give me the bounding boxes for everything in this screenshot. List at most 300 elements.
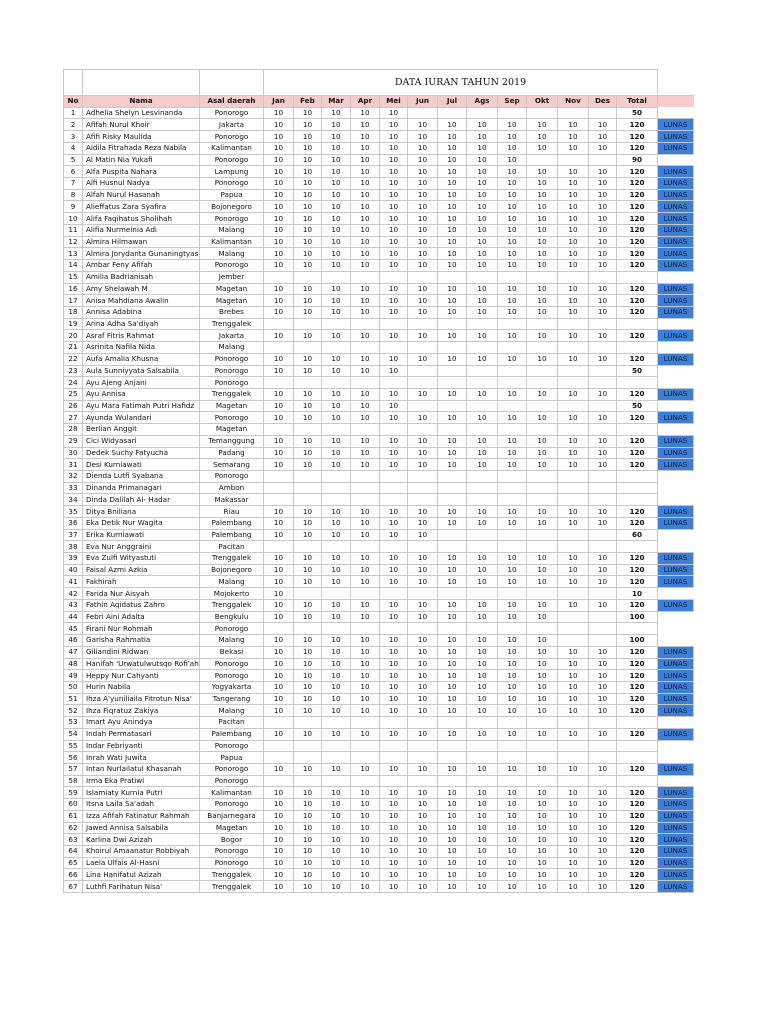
cell-mar[interactable]: 10 — [322, 635, 351, 647]
cell-nama[interactable]: Annisa Adabina — [83, 306, 200, 318]
cell-apr[interactable] — [351, 482, 380, 494]
cell-no[interactable]: 42 — [64, 588, 83, 600]
cell-nov[interactable]: 10 — [558, 236, 589, 248]
cell-jan[interactable]: 10 — [264, 131, 294, 143]
cell-ags[interactable] — [467, 365, 498, 377]
cell-total[interactable]: 120 — [617, 119, 658, 131]
cell-no[interactable]: 10 — [64, 213, 83, 225]
cell-status[interactable]: LUNAS — [658, 599, 694, 611]
cell-nov[interactable]: 10 — [558, 576, 589, 588]
cell-status[interactable]: LUNAS — [658, 131, 694, 143]
cell-jul[interactable]: 10 — [438, 658, 467, 670]
cell-asal-daerah[interactable]: Malang — [200, 224, 264, 236]
cell-okt[interactable]: 10 — [527, 506, 558, 518]
cell-jul[interactable]: 10 — [438, 728, 467, 740]
cell-asal-daerah[interactable]: Bengkulu — [200, 611, 264, 623]
cell-ags[interactable]: 10 — [467, 846, 498, 858]
cell-des[interactable]: 10 — [589, 178, 617, 190]
cell-jan[interactable]: 10 — [264, 881, 294, 893]
cell-jul[interactable]: 10 — [438, 260, 467, 272]
cell-nama[interactable]: Aidila Fitrahada Reza Nabila — [83, 142, 200, 154]
cell-feb[interactable]: 10 — [294, 517, 322, 529]
cell-no[interactable]: 17 — [64, 295, 83, 307]
cell-jul[interactable]: 10 — [438, 506, 467, 518]
cell-apr[interactable] — [351, 471, 380, 483]
cell-apr[interactable] — [351, 271, 380, 283]
cell-nov[interactable]: 10 — [558, 248, 589, 260]
cell-jun[interactable]: 10 — [408, 564, 438, 576]
cell-mar[interactable] — [322, 740, 351, 752]
cell-jun[interactable]: 10 — [408, 881, 438, 893]
cell-sep[interactable]: 10 — [498, 635, 527, 647]
cell-ags[interactable] — [467, 752, 498, 764]
cell-jan[interactable]: 10 — [264, 201, 294, 213]
cell-jul[interactable] — [438, 318, 467, 330]
cell-no[interactable]: 63 — [64, 834, 83, 846]
cell-no[interactable]: 19 — [64, 318, 83, 330]
cell-status[interactable] — [658, 271, 694, 283]
cell-feb[interactable]: 10 — [294, 529, 322, 541]
cell-jun[interactable]: 10 — [408, 822, 438, 834]
cell-mar[interactable]: 10 — [322, 846, 351, 858]
cell-apr[interactable]: 10 — [351, 763, 380, 775]
cell-feb[interactable] — [294, 482, 322, 494]
cell-des[interactable] — [589, 342, 617, 354]
cell-nov[interactable]: 10 — [558, 834, 589, 846]
cell-des[interactable] — [589, 471, 617, 483]
cell-total[interactable]: 120 — [617, 517, 658, 529]
cell-jan[interactable]: 10 — [264, 705, 294, 717]
cell-mar[interactable]: 10 — [322, 576, 351, 588]
cell-okt[interactable]: 10 — [527, 224, 558, 236]
cell-mei[interactable]: 10 — [380, 517, 408, 529]
header-nov[interactable]: Nov — [558, 96, 589, 108]
cell-des[interactable]: 10 — [589, 599, 617, 611]
cell-total[interactable]: 120 — [617, 599, 658, 611]
cell-total[interactable] — [617, 623, 658, 635]
cell-jul[interactable]: 10 — [438, 834, 467, 846]
cell-jun[interactable] — [408, 740, 438, 752]
cell-apr[interactable] — [351, 588, 380, 600]
cell-feb[interactable]: 10 — [294, 119, 322, 131]
cell-ags[interactable]: 10 — [467, 553, 498, 565]
cell-jun[interactable]: 10 — [408, 529, 438, 541]
cell-apr[interactable]: 10 — [351, 799, 380, 811]
cell-jul[interactable] — [438, 541, 467, 553]
cell-asal-daerah[interactable]: Palembang — [200, 728, 264, 740]
cell-jan[interactable]: 10 — [264, 365, 294, 377]
cell-jan[interactable]: 10 — [264, 283, 294, 295]
cell-asal-daerah[interactable]: Pacitan — [200, 717, 264, 729]
cell-jan[interactable] — [264, 377, 294, 389]
cell-nama[interactable]: Ayunda Wulandari — [83, 412, 200, 424]
cell-nama[interactable]: Karlina Dwi Azizah — [83, 834, 200, 846]
cell-apr[interactable] — [351, 740, 380, 752]
cell-asal-daerah[interactable]: Magetan — [200, 822, 264, 834]
cell-sep[interactable]: 10 — [498, 799, 527, 811]
cell-status[interactable] — [658, 529, 694, 541]
cell-asal-daerah[interactable]: Ponorogo — [200, 178, 264, 190]
cell-asal-daerah[interactable]: Ambon — [200, 482, 264, 494]
cell-status[interactable]: LUNAS — [658, 412, 694, 424]
cell-apr[interactable]: 10 — [351, 142, 380, 154]
cell-nov[interactable]: 10 — [558, 459, 589, 471]
cell-mei[interactable]: 10 — [380, 166, 408, 178]
cell-jun[interactable]: 10 — [408, 506, 438, 518]
cell-jul[interactable]: 10 — [438, 611, 467, 623]
cell-jul[interactable] — [438, 365, 467, 377]
cell-total[interactable]: 120 — [617, 763, 658, 775]
cell-des[interactable]: 10 — [589, 670, 617, 682]
cell-jan[interactable]: 10 — [264, 553, 294, 565]
cell-jul[interactable]: 10 — [438, 459, 467, 471]
cell-ags[interactable] — [467, 494, 498, 506]
cell-mei[interactable] — [380, 717, 408, 729]
cell-sep[interactable] — [498, 424, 527, 436]
cell-apr[interactable]: 10 — [351, 810, 380, 822]
cell-feb[interactable]: 10 — [294, 810, 322, 822]
cell-mar[interactable]: 10 — [322, 822, 351, 834]
cell-apr[interactable]: 10 — [351, 506, 380, 518]
cell-jan[interactable] — [264, 471, 294, 483]
cell-mar[interactable]: 10 — [322, 553, 351, 565]
cell-mei[interactable] — [380, 494, 408, 506]
cell-ags[interactable]: 10 — [467, 330, 498, 342]
cell-no[interactable]: 56 — [64, 752, 83, 764]
cell-status[interactable] — [658, 494, 694, 506]
cell-jan[interactable] — [264, 752, 294, 764]
cell-des[interactable] — [589, 494, 617, 506]
cell-total[interactable]: 120 — [617, 306, 658, 318]
cell-asal-daerah[interactable]: Jember — [200, 271, 264, 283]
cell-no[interactable]: 26 — [64, 400, 83, 412]
cell-asal-daerah[interactable]: Ponorogo — [200, 846, 264, 858]
cell-des[interactable]: 10 — [589, 857, 617, 869]
cell-nama[interactable]: Heppy Nur Cahyanti — [83, 670, 200, 682]
cell-mei[interactable]: 10 — [380, 881, 408, 893]
cell-des[interactable] — [589, 541, 617, 553]
cell-total[interactable]: 120 — [617, 869, 658, 881]
cell-nama[interactable]: Berlian Anggit — [83, 424, 200, 436]
cell-jul[interactable]: 10 — [438, 635, 467, 647]
cell-total[interactable]: 50 — [617, 400, 658, 412]
cell-jan[interactable] — [264, 482, 294, 494]
cell-asal-daerah[interactable]: Ponorogo — [200, 353, 264, 365]
cell-jan[interactable]: 10 — [264, 154, 294, 166]
cell-mei[interactable]: 10 — [380, 728, 408, 740]
cell-nama[interactable]: Almira Jorydanta Gunaningtyas — [83, 248, 200, 260]
cell-feb[interactable]: 10 — [294, 154, 322, 166]
cell-mar[interactable]: 10 — [322, 611, 351, 623]
cell-asal-daerah[interactable]: Jakarta — [200, 119, 264, 131]
cell-status[interactable] — [658, 318, 694, 330]
cell-sep[interactable]: 10 — [498, 119, 527, 131]
cell-mar[interactable]: 10 — [322, 224, 351, 236]
cell-sep[interactable]: 10 — [498, 506, 527, 518]
cell-ags[interactable]: 10 — [467, 869, 498, 881]
cell-ags[interactable] — [467, 424, 498, 436]
cell-mei[interactable]: 10 — [380, 763, 408, 775]
cell-no[interactable]: 66 — [64, 869, 83, 881]
cell-ags[interactable]: 10 — [467, 189, 498, 201]
cell-total[interactable]: 120 — [617, 388, 658, 400]
cell-mei[interactable]: 10 — [380, 353, 408, 365]
cell-jun[interactable]: 10 — [408, 412, 438, 424]
cell-mei[interactable]: 10 — [380, 224, 408, 236]
cell-no[interactable]: 32 — [64, 471, 83, 483]
cell-no[interactable]: 36 — [64, 517, 83, 529]
cell-jun[interactable]: 10 — [408, 189, 438, 201]
cell-no[interactable]: 39 — [64, 553, 83, 565]
cell-mei[interactable] — [380, 342, 408, 354]
cell-mar[interactable]: 10 — [322, 517, 351, 529]
cell-apr[interactable] — [351, 775, 380, 787]
cell-total[interactable]: 120 — [617, 646, 658, 658]
cell-nama[interactable]: Alieffatus Zara Syafira — [83, 201, 200, 213]
cell-status[interactable]: LUNAS — [658, 693, 694, 705]
cell-jan[interactable]: 10 — [264, 681, 294, 693]
cell-sep[interactable]: 10 — [498, 787, 527, 799]
cell-mar[interactable] — [322, 623, 351, 635]
cell-okt[interactable]: 10 — [527, 248, 558, 260]
cell-nama[interactable]: Inrah Wati Juwita — [83, 752, 200, 764]
cell-apr[interactable]: 10 — [351, 611, 380, 623]
cell-des[interactable]: 10 — [589, 658, 617, 670]
cell-no[interactable]: 25 — [64, 388, 83, 400]
cell-okt[interactable]: 10 — [527, 119, 558, 131]
cell-jun[interactable] — [408, 271, 438, 283]
cell-okt[interactable]: 10 — [527, 412, 558, 424]
cell-apr[interactable]: 10 — [351, 224, 380, 236]
cell-des[interactable]: 10 — [589, 236, 617, 248]
cell-sep[interactable]: 10 — [498, 131, 527, 143]
cell-okt[interactable] — [527, 529, 558, 541]
cell-okt[interactable] — [527, 775, 558, 787]
cell-nov[interactable]: 10 — [558, 388, 589, 400]
cell-asal-daerah[interactable]: Ponorogo — [200, 131, 264, 143]
cell-total[interactable]: 50 — [617, 365, 658, 377]
cell-jul[interactable]: 10 — [438, 646, 467, 658]
cell-total[interactable]: 50 — [617, 107, 658, 119]
header-sep[interactable]: Sep — [498, 96, 527, 108]
cell-jul[interactable] — [438, 471, 467, 483]
cell-jul[interactable]: 10 — [438, 799, 467, 811]
cell-apr[interactable]: 10 — [351, 681, 380, 693]
cell-feb[interactable]: 10 — [294, 857, 322, 869]
cell-sep[interactable]: 10 — [498, 260, 527, 272]
cell-okt[interactable]: 10 — [527, 553, 558, 565]
cell-feb[interactable]: 10 — [294, 353, 322, 365]
cell-ags[interactable]: 10 — [467, 142, 498, 154]
cell-feb[interactable]: 10 — [294, 635, 322, 647]
cell-mar[interactable]: 10 — [322, 388, 351, 400]
cell-nov[interactable] — [558, 424, 589, 436]
cell-total[interactable] — [617, 775, 658, 787]
cell-status[interactable]: LUNAS — [658, 728, 694, 740]
cell-okt[interactable]: 10 — [527, 728, 558, 740]
cell-des[interactable]: 10 — [589, 119, 617, 131]
cell-mei[interactable]: 10 — [380, 705, 408, 717]
cell-jul[interactable]: 10 — [438, 224, 467, 236]
cell-sep[interactable]: 10 — [498, 705, 527, 717]
cell-feb[interactable]: 10 — [294, 400, 322, 412]
cell-asal-daerah[interactable]: Palembang — [200, 529, 264, 541]
cell-jun[interactable]: 10 — [408, 353, 438, 365]
cell-nama[interactable]: Eva Nur Anggraini — [83, 541, 200, 553]
cell-jul[interactable]: 10 — [438, 670, 467, 682]
cell-ags[interactable]: 10 — [467, 435, 498, 447]
cell-no[interactable]: 62 — [64, 822, 83, 834]
cell-asal-daerah[interactable]: Ponorogo — [200, 260, 264, 272]
cell-apr[interactable] — [351, 717, 380, 729]
cell-status[interactable] — [658, 365, 694, 377]
cell-feb[interactable]: 10 — [294, 142, 322, 154]
cell-okt[interactable]: 10 — [527, 635, 558, 647]
cell-jan[interactable]: 10 — [264, 295, 294, 307]
cell-asal-daerah[interactable]: Bekasi — [200, 646, 264, 658]
cell-apr[interactable]: 10 — [351, 693, 380, 705]
cell-apr[interactable]: 10 — [351, 728, 380, 740]
cell-ags[interactable] — [467, 482, 498, 494]
cell-mei[interactable]: 10 — [380, 635, 408, 647]
cell-jul[interactable]: 10 — [438, 517, 467, 529]
cell-okt[interactable]: 10 — [527, 670, 558, 682]
cell-ags[interactable]: 10 — [467, 119, 498, 131]
cell-feb[interactable]: 10 — [294, 763, 322, 775]
cell-total[interactable]: 120 — [617, 248, 658, 260]
cell-nama[interactable]: Ayu Annisa — [83, 388, 200, 400]
cell-status[interactable] — [658, 623, 694, 635]
cell-mar[interactable] — [322, 752, 351, 764]
cell-mar[interactable]: 10 — [322, 787, 351, 799]
cell-mar[interactable] — [322, 424, 351, 436]
cell-jul[interactable] — [438, 271, 467, 283]
cell-mei[interactable]: 10 — [380, 119, 408, 131]
cell-jul[interactable]: 10 — [438, 306, 467, 318]
cell-jan[interactable] — [264, 717, 294, 729]
cell-jan[interactable]: 10 — [264, 306, 294, 318]
cell-mar[interactable]: 10 — [322, 799, 351, 811]
cell-feb[interactable] — [294, 318, 322, 330]
cell-sep[interactable]: 10 — [498, 412, 527, 424]
cell-jan[interactable]: 10 — [264, 658, 294, 670]
cell-nama[interactable]: Luthfi Farihatun Nisa' — [83, 881, 200, 893]
cell-no[interactable]: 58 — [64, 775, 83, 787]
cell-okt[interactable]: 10 — [527, 353, 558, 365]
cell-sep[interactable]: 10 — [498, 248, 527, 260]
cell-nov[interactable]: 10 — [558, 506, 589, 518]
cell-feb[interactable] — [294, 342, 322, 354]
cell-mei[interactable]: 10 — [380, 236, 408, 248]
cell-apr[interactable]: 10 — [351, 154, 380, 166]
cell-status[interactable]: LUNAS — [658, 306, 694, 318]
cell-ags[interactable]: 10 — [467, 670, 498, 682]
cell-okt[interactable] — [527, 342, 558, 354]
cell-mar[interactable]: 10 — [322, 412, 351, 424]
cell-asal-daerah[interactable]: Tangerang — [200, 693, 264, 705]
cell-okt[interactable] — [527, 541, 558, 553]
cell-ags[interactable]: 10 — [467, 306, 498, 318]
cell-sep[interactable]: 10 — [498, 553, 527, 565]
cell-jan[interactable]: 10 — [264, 670, 294, 682]
cell-okt[interactable]: 10 — [527, 517, 558, 529]
cell-nov[interactable] — [558, 318, 589, 330]
cell-okt[interactable] — [527, 740, 558, 752]
cell-status[interactable]: LUNAS — [658, 119, 694, 131]
cell-sep[interactable]: 10 — [498, 517, 527, 529]
cell-nama[interactable]: Faisal Azmi Azkia — [83, 564, 200, 576]
cell-okt[interactable] — [527, 107, 558, 119]
cell-jun[interactable]: 10 — [408, 553, 438, 565]
cell-sep[interactable]: 10 — [498, 599, 527, 611]
cell-nov[interactable] — [558, 482, 589, 494]
cell-ags[interactable]: 10 — [467, 283, 498, 295]
cell-no[interactable]: 29 — [64, 435, 83, 447]
cell-jun[interactable] — [408, 588, 438, 600]
cell-mar[interactable]: 10 — [322, 236, 351, 248]
cell-status[interactable]: LUNAS — [658, 553, 694, 565]
cell-des[interactable] — [589, 107, 617, 119]
cell-apr[interactable]: 10 — [351, 705, 380, 717]
cell-no[interactable]: 9 — [64, 201, 83, 213]
cell-nov[interactable]: 10 — [558, 846, 589, 858]
cell-asal-daerah[interactable]: Brebes — [200, 306, 264, 318]
cell-sep[interactable]: 10 — [498, 670, 527, 682]
cell-jun[interactable]: 10 — [408, 846, 438, 858]
cell-apr[interactable] — [351, 494, 380, 506]
cell-nama[interactable]: Aufa Amalia Khusna — [83, 353, 200, 365]
header-nama[interactable]: Nama — [83, 96, 200, 108]
cell-status[interactable] — [658, 471, 694, 483]
cell-feb[interactable]: 10 — [294, 599, 322, 611]
cell-ags[interactable]: 10 — [467, 576, 498, 588]
cell-mei[interactable]: 10 — [380, 447, 408, 459]
cell-jan[interactable]: 10 — [264, 459, 294, 471]
cell-ags[interactable]: 10 — [467, 388, 498, 400]
cell-apr[interactable]: 10 — [351, 846, 380, 858]
cell-jun[interactable]: 10 — [408, 154, 438, 166]
cell-nov[interactable]: 10 — [558, 869, 589, 881]
cell-apr[interactable]: 10 — [351, 529, 380, 541]
cell-no[interactable]: 52 — [64, 705, 83, 717]
cell-jan[interactable]: 10 — [264, 166, 294, 178]
cell-des[interactable] — [589, 623, 617, 635]
cell-mei[interactable]: 10 — [380, 189, 408, 201]
cell-status[interactable]: LUNAS — [658, 295, 694, 307]
cell-jan[interactable] — [264, 271, 294, 283]
cell-jul[interactable]: 10 — [438, 576, 467, 588]
cell-feb[interactable] — [294, 424, 322, 436]
cell-asal-daerah[interactable]: Ponorogo — [200, 799, 264, 811]
cell-jan[interactable]: 10 — [264, 846, 294, 858]
cell-ags[interactable] — [467, 623, 498, 635]
cell-jul[interactable]: 10 — [438, 330, 467, 342]
cell-status[interactable]: LUNAS — [658, 646, 694, 658]
cell-des[interactable]: 10 — [589, 646, 617, 658]
cell-jul[interactable]: 10 — [438, 154, 467, 166]
cell-sep[interactable]: 10 — [498, 763, 527, 775]
cell-jun[interactable]: 10 — [408, 388, 438, 400]
cell-nov[interactable] — [558, 365, 589, 377]
cell-nama[interactable]: Lina Hanifatul Azizah — [83, 869, 200, 881]
cell-total[interactable]: 120 — [617, 201, 658, 213]
cell-sep[interactable] — [498, 271, 527, 283]
cell-no[interactable]: 16 — [64, 283, 83, 295]
cell-feb[interactable]: 10 — [294, 248, 322, 260]
cell-jun[interactable]: 10 — [408, 763, 438, 775]
cell-apr[interactable] — [351, 318, 380, 330]
cell-status[interactable] — [658, 611, 694, 623]
